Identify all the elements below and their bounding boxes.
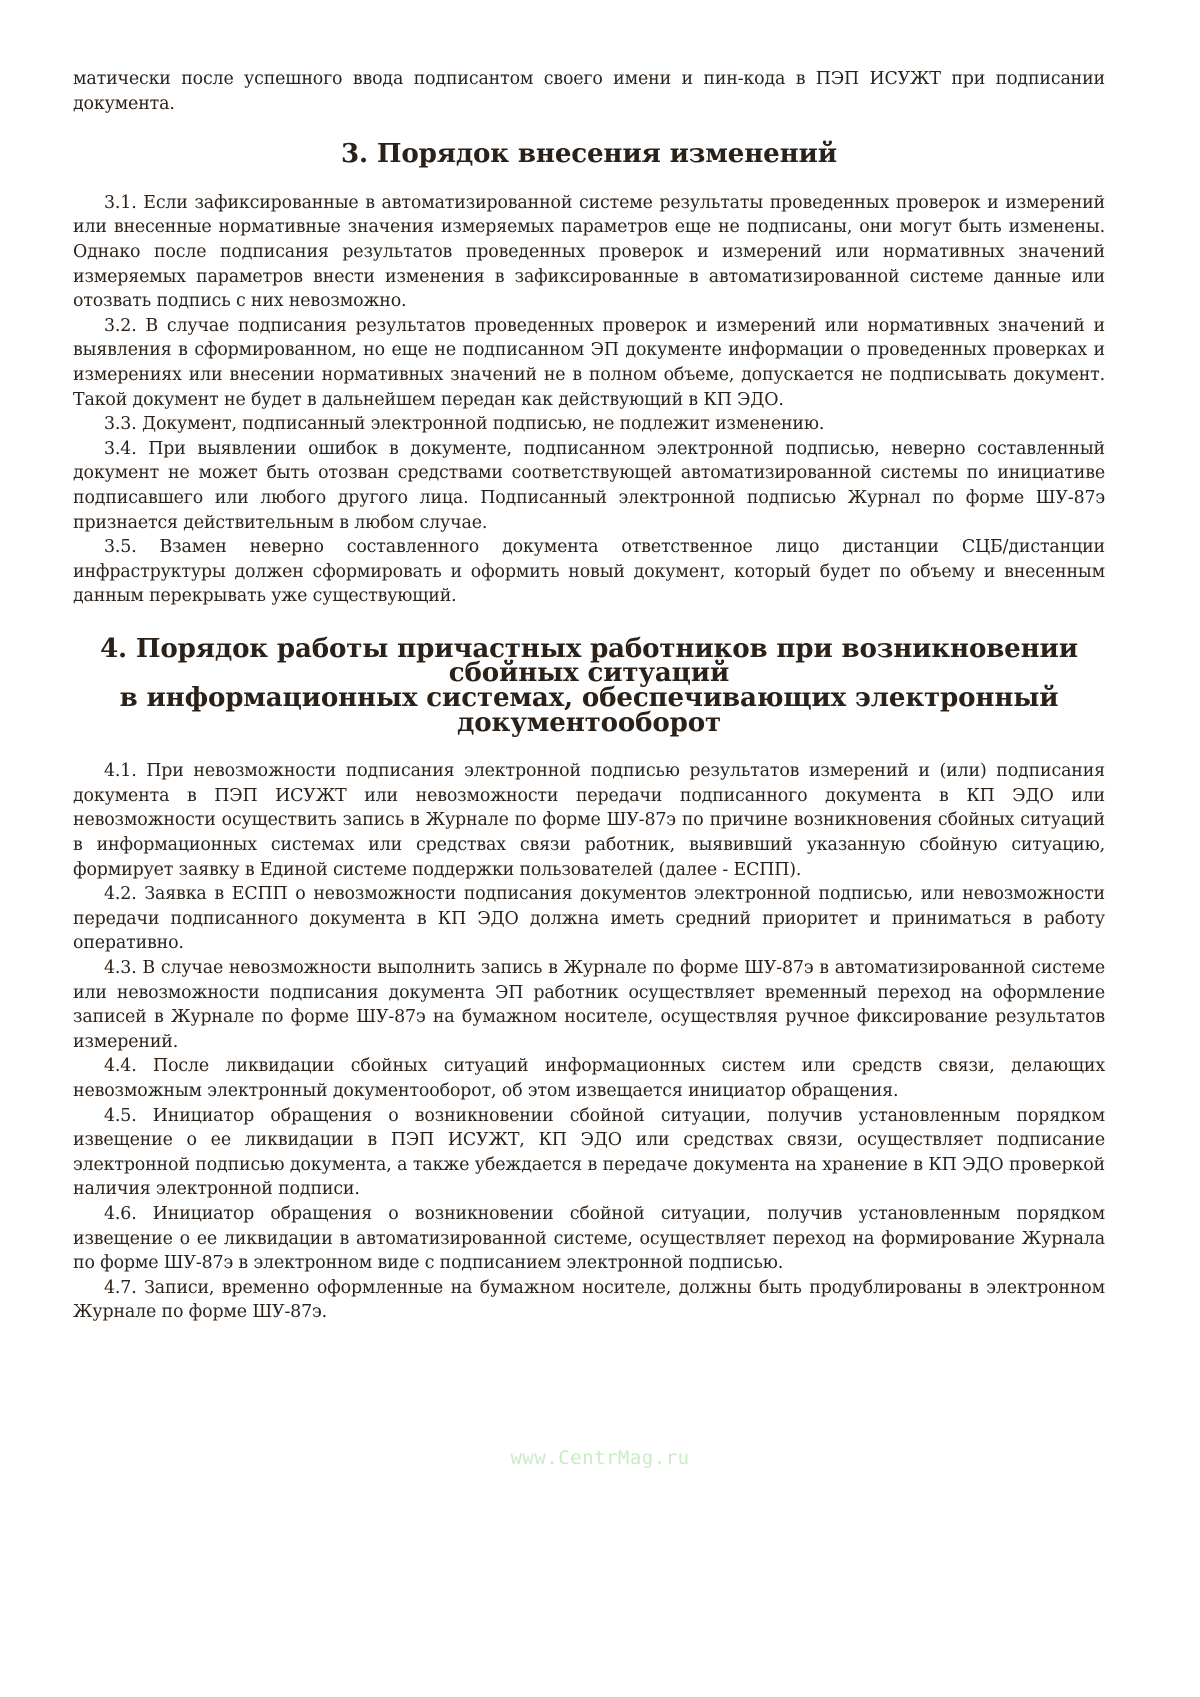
section-3 (73, 139, 1105, 609)
paragraph-3-5: 3.5. Взамен неверно составленного документа ответственное лицо дистанции СЦБ/дистанции инфраструктуры должен сформировать и оформить новый документ, который будет по объему и внесенным данным перекрывать уже существующий. (73, 537, 1105, 607)
section-4 (73, 633, 1105, 1325)
watermark-url: www.CentrMag.ru (510, 1447, 690, 1469)
paragraph-4-2: 4.2. Заявка в ЕСПП о невозможности подписания документов электронной подписью, или невозможности передачи подписанного документа в КП ЭДО должна иметь средний приоритет и приниматься в работу оперативно. (73, 884, 1105, 954)
intro-continuation-paragraph: матически после успешного ввода подписантом своего имени и пин-кода в ПЭП ИСУЖТ при подписании документа. (73, 69, 1105, 114)
section-4-title-line-2: в информационных системах, обеспечивающих электронный документооборот (119, 683, 1059, 738)
paragraph-3-4: 3.4. При выявлении ошибок в документе, подписанном электронной подписью, неверно составленный документ не может быть отозван средствами соответствующей автоматизированной системы по инициативе подписавшего или любого другого лица. Подписанный электронной подписью Журнал по форме ШУ-87э признается действительным в любом случае. (73, 438, 1105, 533)
paragraph-3-3: 3.3. Документ, подписанный электронной подписью, не подлежит изменению. (104, 414, 825, 435)
paragraph-3-2: 3.2. В случае подписания результатов проведенных проверок и измерений или нормативных значений и выявления в сформированном, но еще не подписанном ЭП документе информации о проведенных проверках и измерениях или внесении нормативных значений не в полном объеме, допускается не подписывать документ. Такой документ не будет в дальнейшем передан как действующий в КП ЭДО. (73, 315, 1105, 410)
paragraph-4-1: 4.1. При невозможности подписания электронной подписью результатов измерений и (или) подписания документа в ПЭП ИСУЖТ или невозможности передачи подписанного документа в КП ЭДО или невозможности осуществить запись в Журнале по форме ШУ-87э по причине возникновения сбойных ситуаций в информационных системах или средствах связи работник, выявивший указанную сбойную ситуацию, формирует заявку в Единой системе поддержки пользователей (далее - ЕСПП). (73, 761, 1105, 880)
paragraph-4-5: 4.5. Инициатор обращения о возникновении сбойной ситуации, получив установленным порядком извещение о ее ликвидации в ПЭП ИСУЖТ, КП ЭДО или средствах связи, осуществляет подписание электронной подписью документа, а также убеждается в передаче документа на хранение в КП ЭДО проверкой наличия электронной подписи. (73, 1105, 1105, 1200)
section-4-title-line-1: 4. Порядок работы причастных работников при возникновении сбойных ситуаций (100, 633, 1078, 689)
section-3-title: 3. Порядок внесения изменений (341, 139, 837, 170)
paragraph-4-7: 4.7. Записи, временно оформленные на бумажном носителе, должны быть продублированы в электронном Журнале по форме ШУ-87э. (73, 1277, 1105, 1323)
document-page (73, 67, 1105, 1325)
section-4-title (73, 633, 1105, 738)
paragraph-3-1: 3.1. Если зафиксированные в автоматизированной системе результаты проведенных проверок и измерений или внесенные нормативные значения измеряемых параметров еще не подписаны, они могут быть изменены. Однако после подписания результатов проведенных проверок и измерений или нормативных значений измеряемых параметров внести изменения в зафиксированные в автоматизированной системе данные или отозвать подпись с них невозможно. (73, 192, 1105, 312)
paragraph-4-6: 4.6. Инициатор обращения о возникновении сбойной ситуации, получив установленным порядком извещение о ее ликвидации в автоматизированной системе, осуществляет переход на формирование Журнала по форме ШУ-87э в электронном виде с подписанием электронной подписью. (73, 1203, 1105, 1274)
paragraph-4-3: 4.3. В случае невозможности выполнить запись в Журнале по форме ШУ-87э в автоматизированной системе или невозможности подписания документа ЭП работник осуществляет временный переход на оформление записей в Журнале по форме ШУ-87э на бумажном носителе, осуществляя ручное фиксирование результатов измерений. (73, 958, 1105, 1052)
paragraph-4-4: 4.4. После ликвидации сбойных ситуаций информационных систем или средств связи, делающих невозможным электронный документооборот, об этом извещается инициатор обращения. (73, 1056, 1105, 1101)
